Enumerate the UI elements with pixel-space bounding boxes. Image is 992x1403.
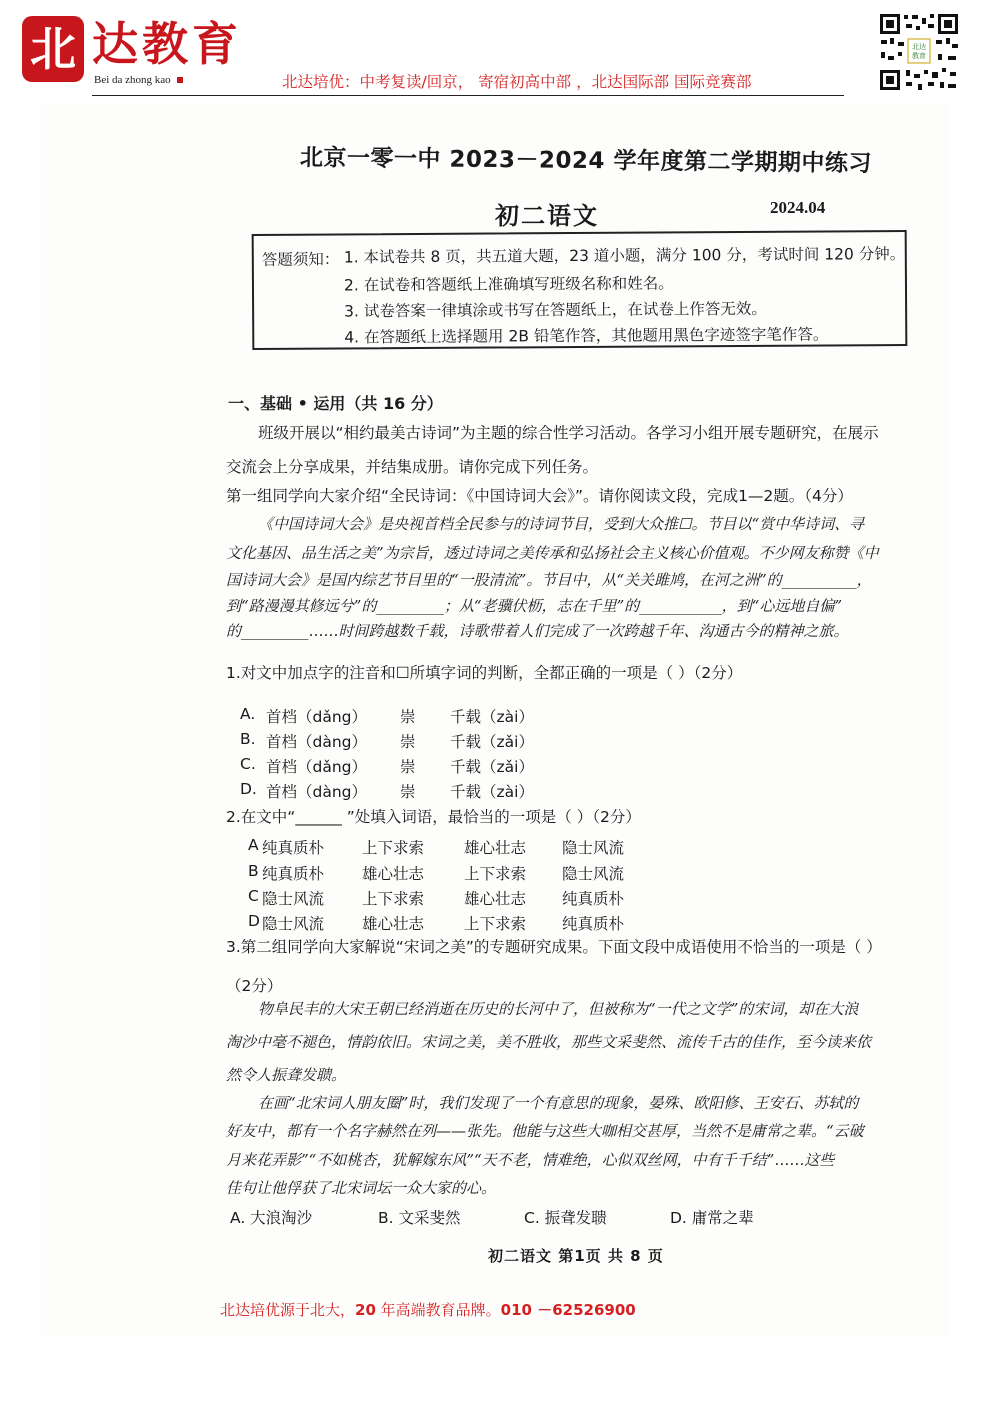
notice-item: 4. 在答题纸上选择题用 2B 铅笔作答，其他题用黑色字迹签字笔作答。 [344,325,829,347]
question-2-stem: 2.在文中“______ ”处填入词语，最恰当的一项是（ ）（2分） [226,808,641,826]
group1-instruction: 第一组同学向大家介绍“全民诗词：《中国诗词大会》”。请你阅读文段，完成1—2题。（4分） [226,487,853,505]
section-heading: 一、基础 • 运用（共 16 分） [228,394,443,413]
passage-line: 的_________……时间跨越数千载，诗歌带着人们完成了一次跨越千年、沟通古今的精神之旅。 [226,622,849,640]
passage-line: 佳句让他俘获了北宋词坛一众大家的心。 [226,1179,497,1197]
exam-date: 2024.04 [770,198,826,217]
notice-item: 3. 试卷答案一律填涂或书写在答题纸上，在试卷上作答无效。 [344,299,767,321]
option-reading: 首档（dǎng） [266,708,368,726]
option-word: 隐士风流 [562,839,625,857]
option-reading: 千载（zǎi） [450,733,534,751]
option-word: 上下求索 [464,915,527,933]
passage-line: 《中国诗词大会》是央视首档全民参与的诗词节目，受到大众推☐。节目以“赏中华诗词、寻 [258,515,865,533]
option-word: 雄心壮志 [362,915,425,933]
q3-option-b: B. 文采斐然 [378,1209,461,1227]
q3-option-d: D. 庸常之辈 [670,1209,754,1227]
option-letter: A [248,836,259,854]
passage-line: 国诗词大会》是国内综艺节目里的“一股清流”。节目中，从“关关雎鸠，在河之洲”的__________， [226,571,872,589]
option-letter: D [248,912,260,930]
brand-footer [220,1299,636,1320]
option-char: 崇 [400,758,416,776]
option-letter: A. [240,705,256,723]
option-reading: 首档（dàng） [266,733,368,751]
passage-line: 月来花弄影”“不如桃杏，犹解嫁东风”“天不老，情难绝，心似双丝网，中有千千结”……这些 [226,1151,835,1169]
option-char: 崇 [400,783,416,801]
option-reading: 千载（zài） [450,783,534,801]
qr-code-icon [878,12,960,92]
option-letter: C [248,887,259,905]
passage-line: 在画“北宋词人朋友圈”时，我们发现了一个有意思的现象，晏殊、欧阳修、王安石、苏轼的 [258,1094,859,1112]
question-1-stem: 1.对文中加点字的注音和☐所填字词的判断，全都正确的一项是（ ）（2分） [226,664,743,682]
option-word: 纯真质朴 [262,865,325,883]
footer-brand-b: 20 [355,1301,376,1319]
page-number: 初二语文 第1页 共 8 页 [488,1247,664,1265]
logo-dot [177,77,183,83]
header-tagline: 北达培优：中考复读/回京， 寄宿初高中部 ，北达国际部 国际竞赛部 [282,73,752,91]
option-reading: 千载（zǎi） [450,758,534,776]
q3-option-a: A. 大浪淘沙 [230,1209,313,1227]
option-word: 纯真质朴 [562,915,625,933]
question-3-stem: 3.第二组同学向大家解说“宋词之美”的专题研究成果。下面文段中成语使用不恰当的一项是（ ） [226,938,882,956]
subject-title: 初二语文 [495,202,599,230]
header-divider [92,95,844,96]
question-3-points: （2分） [226,977,283,995]
logo-pinyin [94,74,183,86]
logo-text: 达教育 [92,17,242,71]
notice-box [252,230,908,350]
option-letter: B [248,862,259,880]
q3-option-c: C. 振聋发聩 [524,1209,607,1227]
option-char: 崇 [400,708,416,726]
brand-logo [22,10,282,95]
svg-text:教育: 教育 [912,52,926,60]
passage-line: 好友中，都有一个名字赫然在列——张先。他能与这些大咖相交甚厚，当然不是庸常之辈。“云破 [226,1122,864,1140]
option-word: 上下求索 [362,839,425,857]
intro-line: 班级开展以“相约最美古诗词”为主题的综合性学习活动。各学习小组开展专题研究，在展示 [258,424,879,442]
option-word: 上下求索 [362,890,425,908]
option-word: 雄心壮志 [464,890,527,908]
footer-brand-a: 北达培优源于北大， [220,1301,356,1319]
notice-item: 2. 在试卷和答题纸上准确填写班级名称和姓名。 [343,274,674,295]
logo-mark: 北 [22,16,84,82]
passage-line: 文化基因、品生活之美”为宗旨，透过诗词之美传承和弘扬社会主义核心价值观。不少网友称赞《中 [226,544,879,562]
notice-item: 1. 本试卷共 8 页，共五道大题，23 道小题，满分 100 分，考试时间 120 分钟。 [343,245,906,267]
option-word: 雄心壮志 [362,865,425,883]
exam-title: 北京一零一中 2023－2024 学年度第二学期期中练习 [299,145,873,177]
option-word: 上下求索 [464,865,527,883]
logo-pinyin-text: Bei da zhong kao [94,74,171,86]
option-letter: C. [240,755,256,773]
passage-line: 淘沙中毫不褪色，情韵依旧。宋词之美，美不胜收，那些文采斐然、流传千古的佳作，至今读来依 [226,1033,872,1051]
passage-line: 到“路漫漫其修远兮”的_________；从“老骥伏枥，志在千里”的___________，到“心远地自偏” [226,597,843,615]
option-word: 纯真质朴 [562,890,625,908]
option-word: 隐士风流 [262,890,325,908]
passage-line: 然令人振聋发聩。 [226,1066,347,1084]
footer-brand-c: 年高端教育品牌。 [375,1301,501,1319]
option-char: 崇 [400,733,416,751]
option-word: 雄心壮志 [464,839,527,857]
option-word: 纯真质朴 [262,839,325,857]
option-letter: B. [240,730,256,748]
intro-line: 交流会上分享成果，并结集成册。请你完成下列任务。 [226,458,599,476]
notice-label: 答题须知： [261,250,340,269]
passage-line: 物阜民丰的大宋王朝已经消逝在历史的长河中了，但被称为“一代之文学”的宋词，却在大浪 [258,1000,859,1018]
option-reading: 首档（dǎng） [266,758,368,776]
option-word: 隐士风流 [262,915,325,933]
option-word: 隐士风流 [562,865,625,883]
option-reading: 首档（dàng） [266,783,368,801]
svg-text:北达: 北达 [912,43,926,51]
option-reading: 千载（zài） [450,708,534,726]
option-letter: D. [240,780,257,798]
footer-phone: 010 －62526900 [500,1301,636,1319]
